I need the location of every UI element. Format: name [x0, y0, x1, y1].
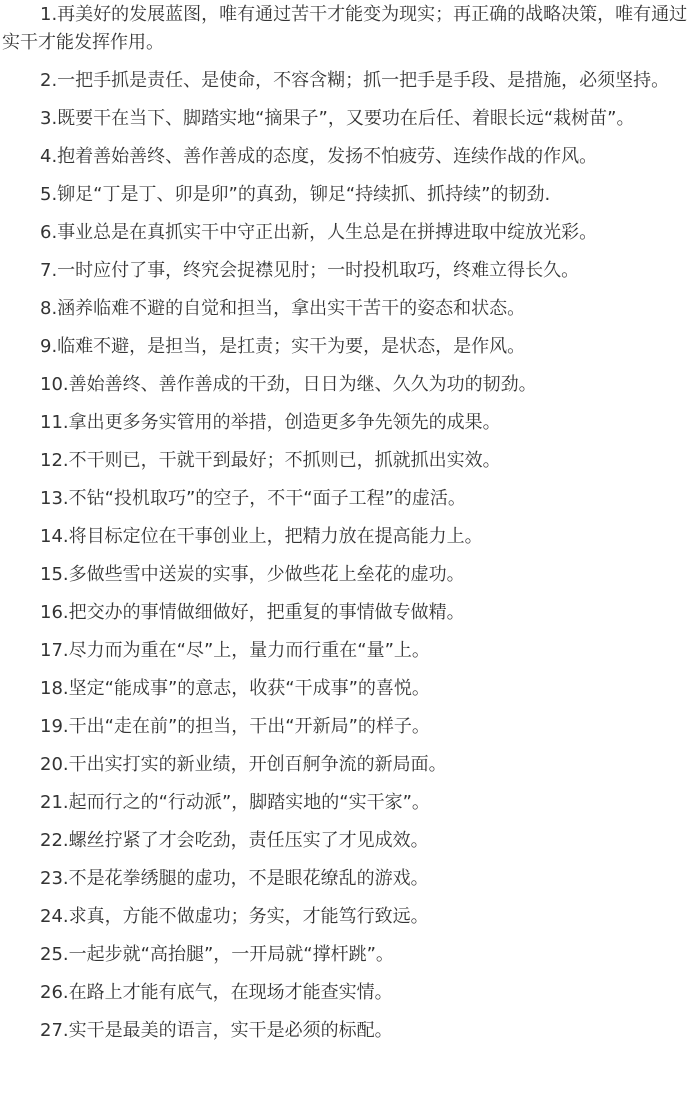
paragraph-10: 10.善始善终、善作善成的干劲，日日为继、久久为功的韧劲。 [40, 374, 537, 395]
paragraph-16: 16.把交办的事情做细做好，把重复的事情做专做精。 [40, 602, 465, 623]
paragraph-20: 20.干出实打实的新业绩，开创百舸争流的新局面。 [40, 754, 447, 775]
paragraph-19: 19.干出“走在前”的担当，干出“开新局”的样子。 [40, 716, 430, 737]
paragraph-2: 2.一把手抓是责任、是使命，不容含糊；抓一把手是手段、是措施，必须坚持。 [40, 70, 670, 91]
paragraph-27: 27.实干是最美的语言，实干是必须的标配。 [40, 1020, 393, 1041]
paragraph-12: 12.不干则已，干就干到最好；不抓则已，抓就抓出实效。 [40, 450, 501, 471]
paragraph-14: 14.将目标定位在干事创业上，把精力放在提高能力上。 [40, 526, 483, 547]
paragraph-24: 24.求真，方能不做虚功；务实，才能笃行致远。 [40, 906, 429, 927]
paragraph-5: 5.铆足“丁是丁、卯是卯”的真劲，铆足“持续抓、抓持续”的韧劲. [40, 184, 551, 205]
paragraph-22: 22.螺丝拧紧了才会吃劲，责任压实了才见成效。 [40, 830, 429, 851]
paragraph-7: 7.一时应付了事，终究会捉襟见肘；一时投机取巧，终难立得长久。 [40, 260, 580, 281]
paragraph-1: 1.再美好的发展蓝图，唯有通过苦干才能变为现实；再正确的战略决策，唯有通过实干才能发挥作用。 [2, 4, 688, 53]
paragraph-17: 17.尽力而为重在“尽”上，量力而行重在“量”上。 [40, 640, 430, 661]
paragraph-25: 25.一起步就“高抬腿”，一开局就“撑杆跳”。 [40, 944, 394, 965]
paragraph-6: 6.事业总是在真抓实干中守正出新，人生总是在拼搏进取中绽放光彩。 [40, 222, 598, 243]
paragraph-13: 13.不钻“投机取巧”的空子，不干“面子工程”的虚活。 [40, 488, 466, 509]
paragraph-15: 15.多做些雪中送炭的实事，少做些花上垒花的虚功。 [40, 564, 465, 585]
paragraph-23: 23.不是花拳绣腿的虚功，不是眼花缭乱的游戏。 [40, 868, 429, 889]
paragraph-4: 4.抱着善始善终、善作善成的态度，发扬不怕疲劳、连续作战的作风。 [40, 146, 598, 167]
paragraph-11: 11.拿出更多务实管用的举措，创造更多争先领先的成果。 [40, 412, 501, 433]
paragraph-26: 26.在路上才能有底气，在现场才能查实情。 [40, 982, 393, 1003]
paragraph-8: 8.涵养临难不避的自觉和担当，拿出实干苦干的姿态和状态。 [40, 298, 526, 319]
paragraph-3: 3.既要干在当下、脚踏实地“摘果子”，又要功在后任、着眼长远“栽树苗”。 [40, 108, 635, 129]
paragraph-18: 18.坚定“能成事”的意志，收获“干成事”的喜悦。 [40, 678, 430, 699]
paragraph-9: 9.临难不避，是担当，是扛责；实干为要，是状态，是作风。 [40, 336, 526, 357]
paragraph-21: 21.起而行之的“行动派”，脚踏实地的“实干家”。 [40, 792, 430, 813]
